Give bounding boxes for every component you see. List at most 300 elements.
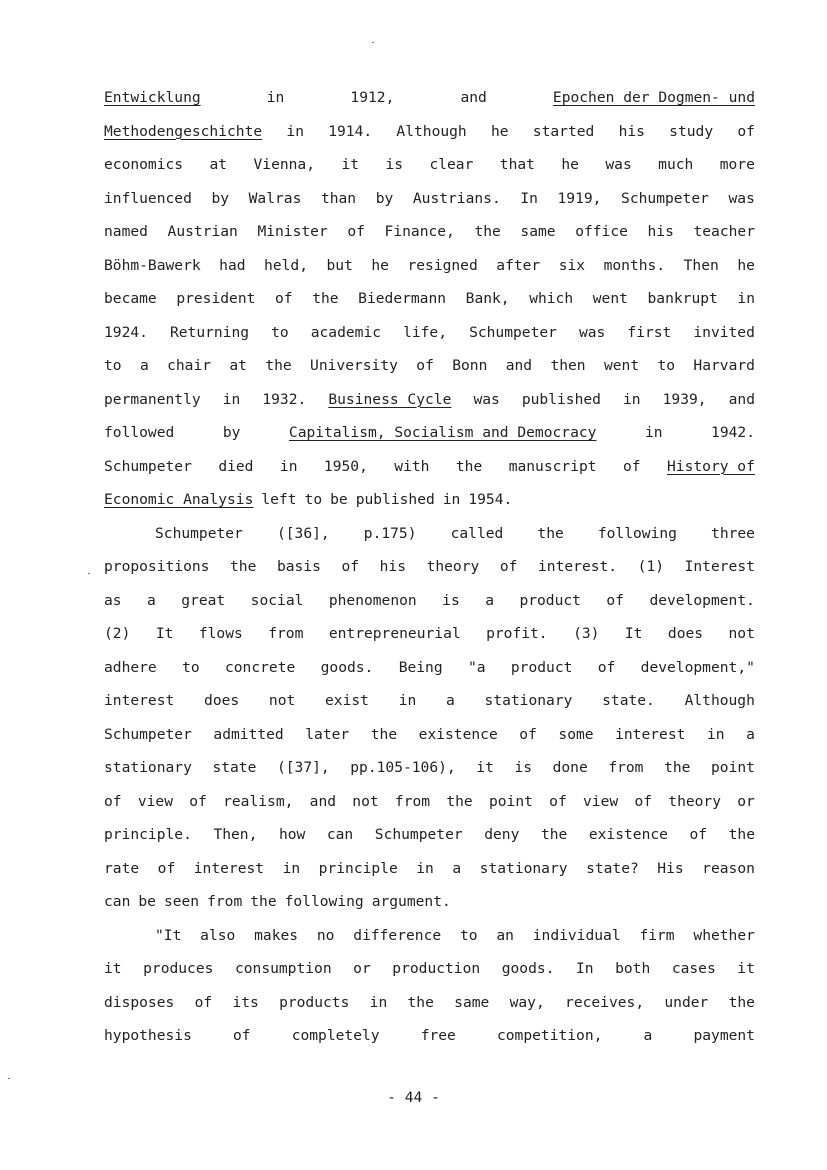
word: in bbox=[222, 390, 241, 408]
word: rate bbox=[104, 859, 140, 877]
word: his bbox=[647, 223, 674, 240]
word: the bbox=[664, 759, 691, 776]
word: resigned bbox=[407, 256, 478, 274]
word: office bbox=[575, 223, 628, 240]
word: is bbox=[442, 591, 460, 609]
word: left bbox=[261, 491, 297, 508]
word: it bbox=[737, 960, 755, 977]
word: of bbox=[275, 290, 293, 307]
word: His bbox=[657, 859, 684, 877]
word: It bbox=[624, 625, 643, 642]
word: clear bbox=[429, 156, 474, 173]
word: published bbox=[521, 390, 601, 408]
word: In bbox=[575, 960, 594, 977]
word: following bbox=[284, 893, 364, 910]
word: how bbox=[278, 826, 306, 843]
text-line bbox=[104, 957, 755, 981]
word: started bbox=[532, 122, 595, 140]
word: in bbox=[416, 859, 434, 877]
text-line bbox=[104, 555, 755, 579]
word: also bbox=[200, 926, 236, 944]
word: to bbox=[182, 658, 200, 676]
word: phenomenon bbox=[328, 591, 417, 609]
word: exist bbox=[325, 692, 369, 709]
word: the bbox=[728, 993, 755, 1011]
word: but bbox=[326, 256, 353, 274]
word: produces bbox=[143, 960, 214, 977]
text-line bbox=[104, 656, 755, 680]
word: as bbox=[104, 591, 122, 609]
word: Bank, bbox=[465, 290, 510, 307]
word: both bbox=[615, 960, 651, 977]
word: realism, bbox=[223, 792, 294, 810]
word: Then bbox=[683, 256, 719, 274]
word: interest bbox=[104, 692, 175, 709]
word: a bbox=[139, 357, 149, 374]
text-line bbox=[104, 488, 755, 512]
word: invited bbox=[693, 323, 755, 341]
word: and bbox=[460, 89, 487, 106]
word: great bbox=[181, 591, 226, 609]
word: Austrian bbox=[167, 223, 238, 240]
word: of bbox=[689, 826, 708, 843]
word: in bbox=[442, 491, 461, 508]
word: Schumpeter bbox=[104, 725, 192, 743]
word: Interest bbox=[684, 558, 755, 575]
word: ([37], bbox=[276, 759, 330, 776]
word: Harvard bbox=[693, 357, 755, 374]
word: view bbox=[583, 792, 619, 810]
word: propositions bbox=[104, 558, 210, 575]
word: Böhm-Bawerk bbox=[104, 256, 201, 274]
text-line bbox=[104, 589, 755, 613]
text-line bbox=[104, 756, 755, 780]
word: 1919, bbox=[557, 189, 602, 207]
word: was bbox=[473, 390, 500, 408]
word: concrete bbox=[224, 658, 296, 676]
word: to bbox=[459, 926, 478, 944]
page-number: - 44 - bbox=[387, 1089, 440, 1106]
text-line bbox=[155, 522, 755, 546]
word: social bbox=[250, 591, 304, 609]
text-line bbox=[104, 187, 755, 211]
text-line bbox=[104, 689, 755, 713]
word: influenced bbox=[104, 189, 192, 207]
word: free bbox=[420, 1027, 456, 1044]
word: held, bbox=[264, 256, 308, 274]
word: had bbox=[219, 256, 246, 274]
word: production bbox=[392, 960, 481, 977]
word: 1932. bbox=[262, 390, 307, 408]
word: the bbox=[370, 725, 398, 743]
word: teacher bbox=[693, 223, 755, 240]
word: of bbox=[549, 792, 567, 810]
word: the bbox=[265, 357, 292, 374]
word: of bbox=[737, 122, 755, 140]
word: in bbox=[369, 993, 388, 1011]
word: is bbox=[385, 156, 404, 173]
word: in bbox=[282, 859, 301, 877]
text-line bbox=[104, 354, 755, 378]
word: "It bbox=[155, 926, 182, 944]
text-line bbox=[104, 287, 755, 311]
word: which bbox=[529, 290, 574, 307]
text-line bbox=[104, 120, 755, 144]
word: p.175) bbox=[363, 524, 417, 542]
word: in bbox=[644, 424, 663, 441]
word: published bbox=[355, 491, 435, 508]
word: he bbox=[371, 256, 389, 274]
word: receives, bbox=[565, 993, 645, 1011]
word: in bbox=[737, 290, 755, 307]
word: of bbox=[519, 725, 537, 743]
word: profit. bbox=[486, 625, 548, 642]
word: Although bbox=[396, 122, 467, 140]
word: Schumpeter bbox=[469, 323, 557, 341]
text-line bbox=[104, 455, 755, 479]
word: be bbox=[138, 893, 156, 910]
text-line bbox=[104, 622, 755, 646]
word: principle. bbox=[104, 826, 192, 843]
word: does bbox=[667, 625, 704, 642]
word: followed bbox=[104, 424, 175, 441]
word: "a bbox=[467, 658, 486, 676]
word: of bbox=[233, 1027, 251, 1044]
word: no bbox=[316, 926, 335, 944]
word: of bbox=[194, 993, 213, 1011]
word: 1939, bbox=[662, 390, 707, 408]
word: products bbox=[279, 993, 350, 1011]
word: went bbox=[592, 290, 628, 307]
text-line bbox=[104, 421, 755, 445]
word: and bbox=[505, 357, 533, 374]
word: argument. bbox=[371, 893, 451, 910]
word: a bbox=[485, 591, 494, 609]
underlined-title: Entwicklung bbox=[104, 89, 201, 106]
word: 1954. bbox=[468, 491, 513, 508]
word: interest. bbox=[538, 558, 618, 575]
word: in bbox=[266, 89, 285, 106]
word: 1912, bbox=[350, 89, 395, 106]
word: academic bbox=[310, 323, 382, 341]
word: state bbox=[212, 759, 257, 776]
word: same bbox=[520, 223, 556, 240]
word: died bbox=[218, 457, 254, 475]
word: Walras bbox=[248, 189, 302, 207]
word: following bbox=[597, 524, 677, 542]
word: pp.105-106), bbox=[350, 759, 456, 776]
word: not bbox=[268, 692, 296, 709]
word: firm bbox=[639, 926, 675, 944]
word: he bbox=[561, 156, 579, 173]
word: he bbox=[490, 122, 509, 140]
word: of bbox=[341, 558, 360, 575]
word: 1924. bbox=[104, 323, 148, 341]
word: (1) bbox=[637, 558, 665, 575]
word: completely bbox=[291, 1027, 380, 1044]
word: disposes bbox=[104, 993, 175, 1011]
text-line bbox=[104, 823, 755, 847]
word: Biedermann bbox=[358, 290, 447, 307]
text-line bbox=[104, 857, 755, 881]
word: its bbox=[232, 993, 259, 1011]
word: of bbox=[634, 792, 653, 810]
word: it bbox=[476, 759, 494, 776]
underlined-title: Capitalism, Socialism and Democracy bbox=[288, 424, 597, 441]
word: first bbox=[627, 323, 672, 341]
word: Being bbox=[398, 658, 443, 676]
word: then bbox=[550, 357, 586, 374]
text-line bbox=[104, 790, 755, 814]
word: principle bbox=[318, 859, 398, 877]
word: that bbox=[499, 156, 535, 173]
text-line bbox=[104, 220, 755, 244]
word: under bbox=[664, 993, 709, 1011]
word: months. bbox=[603, 256, 666, 274]
text-line bbox=[104, 723, 755, 747]
word: be bbox=[330, 491, 348, 508]
word: It bbox=[155, 625, 174, 642]
word: was bbox=[578, 323, 606, 341]
word: whether bbox=[693, 926, 755, 944]
word: of bbox=[606, 591, 624, 609]
word: chair bbox=[167, 357, 212, 374]
word: to bbox=[271, 323, 289, 341]
word: the bbox=[407, 993, 434, 1011]
word: can bbox=[104, 893, 131, 910]
word: Returning bbox=[169, 323, 250, 341]
word: point bbox=[488, 792, 533, 810]
word: Schumpeter bbox=[104, 457, 192, 475]
word: existence bbox=[418, 725, 498, 743]
word: was bbox=[728, 189, 755, 207]
word: theory bbox=[426, 558, 480, 575]
underlined-title: History of bbox=[667, 457, 755, 475]
word: by bbox=[375, 189, 394, 207]
word: to bbox=[104, 357, 122, 374]
word: Although bbox=[684, 692, 755, 709]
word: flows bbox=[198, 625, 243, 642]
word: cases bbox=[671, 960, 716, 977]
word: the bbox=[728, 826, 755, 843]
word: in bbox=[706, 725, 725, 743]
word: bankrupt bbox=[647, 290, 718, 307]
word: from bbox=[207, 893, 243, 910]
text-line bbox=[104, 991, 755, 1015]
word: some bbox=[558, 725, 594, 743]
word: the bbox=[540, 826, 568, 843]
word: at bbox=[209, 156, 228, 173]
word: interest bbox=[615, 725, 686, 743]
word: president bbox=[176, 290, 256, 307]
word: at bbox=[229, 357, 247, 374]
text-line bbox=[104, 321, 755, 345]
word: ([36], bbox=[276, 524, 330, 542]
word: became bbox=[104, 290, 157, 307]
word: he bbox=[737, 256, 755, 274]
word: later bbox=[305, 725, 350, 743]
word: can bbox=[326, 826, 354, 843]
word: the bbox=[474, 223, 501, 240]
word: Then, bbox=[213, 826, 258, 843]
word: Minister bbox=[257, 223, 328, 240]
text-line bbox=[104, 86, 755, 110]
word: an bbox=[496, 926, 514, 944]
word: Schumpeter bbox=[155, 524, 243, 542]
word: Bonn bbox=[452, 357, 488, 374]
scan-speck bbox=[8, 1078, 10, 1079]
word: permanently bbox=[104, 390, 201, 408]
word: state? bbox=[586, 859, 639, 877]
word: seen bbox=[163, 893, 200, 910]
word: named bbox=[104, 223, 148, 240]
word: by bbox=[211, 189, 230, 207]
word: the bbox=[537, 524, 564, 542]
scan-speck bbox=[88, 573, 90, 574]
word: Austrians. bbox=[412, 189, 501, 207]
word: individual bbox=[532, 926, 621, 944]
word: of bbox=[416, 357, 434, 374]
word: life, bbox=[403, 323, 448, 341]
word: a bbox=[452, 859, 462, 877]
word: and bbox=[728, 390, 755, 408]
word: competition, bbox=[496, 1027, 603, 1044]
word: to bbox=[304, 491, 323, 508]
word: theory bbox=[668, 792, 721, 810]
word: Schumpeter bbox=[621, 189, 709, 207]
word: went bbox=[603, 357, 640, 374]
word: entrepreneurial bbox=[328, 625, 461, 642]
word: of bbox=[157, 859, 176, 877]
word: the bbox=[250, 893, 277, 910]
word: than bbox=[320, 189, 357, 207]
word: his bbox=[379, 558, 406, 575]
word: product bbox=[510, 658, 573, 676]
word: reason bbox=[702, 859, 755, 877]
word: the bbox=[230, 558, 257, 575]
word: view bbox=[137, 792, 173, 810]
word: goods. bbox=[320, 658, 374, 676]
word: study bbox=[669, 122, 714, 140]
word: product bbox=[519, 591, 581, 609]
word: interest bbox=[193, 859, 265, 877]
word: not bbox=[352, 792, 379, 810]
word: 1942. bbox=[711, 424, 755, 441]
text-line bbox=[104, 890, 755, 914]
word: makes bbox=[254, 926, 299, 944]
text-line bbox=[155, 924, 755, 948]
word: called bbox=[450, 524, 504, 542]
word: Schumpeter bbox=[374, 826, 463, 843]
word: more bbox=[719, 156, 755, 173]
word: a bbox=[746, 725, 755, 743]
word: the bbox=[446, 792, 473, 810]
word: in bbox=[623, 390, 641, 408]
word: in bbox=[279, 457, 298, 475]
word: consumption bbox=[234, 960, 332, 977]
word: Vienna, bbox=[253, 156, 316, 173]
word: way, bbox=[509, 993, 545, 1011]
word: does bbox=[204, 692, 240, 709]
word: from bbox=[268, 625, 304, 642]
word: from bbox=[608, 759, 644, 776]
word: his bbox=[618, 122, 645, 140]
word: (3) bbox=[573, 625, 600, 642]
scan-speck bbox=[372, 42, 374, 43]
word: Finance, bbox=[384, 223, 455, 240]
word: (2) bbox=[104, 625, 131, 642]
word: of bbox=[104, 792, 122, 810]
word: or bbox=[737, 792, 755, 810]
text-line bbox=[104, 388, 755, 412]
word: stationary bbox=[484, 692, 573, 709]
word: in bbox=[398, 692, 417, 709]
word: state. bbox=[602, 692, 655, 709]
word: six bbox=[558, 256, 586, 274]
word: manuscript bbox=[508, 457, 597, 475]
underlined-title: Economic Analysis bbox=[104, 491, 254, 508]
word: a bbox=[446, 692, 455, 709]
word: same bbox=[454, 993, 490, 1011]
word: basis bbox=[276, 558, 321, 575]
word: admitted bbox=[213, 725, 284, 743]
word: adhere bbox=[104, 658, 157, 676]
word: hypothesis bbox=[104, 1027, 192, 1044]
word: University bbox=[310, 357, 398, 374]
word: it bbox=[104, 960, 122, 977]
word: economics bbox=[104, 156, 184, 173]
word: the bbox=[455, 457, 483, 475]
word: or bbox=[353, 960, 371, 977]
word: a bbox=[147, 591, 156, 609]
word: difference bbox=[353, 926, 442, 944]
word: it bbox=[341, 156, 360, 173]
word: stationary bbox=[104, 759, 192, 776]
word: payment bbox=[693, 1027, 755, 1044]
text-line bbox=[104, 1024, 755, 1048]
word: of bbox=[499, 558, 518, 575]
word: and bbox=[309, 792, 337, 810]
word: of bbox=[347, 223, 365, 240]
word: three bbox=[711, 524, 755, 542]
underlined-title: Epochen der Dogmen- und bbox=[552, 89, 755, 106]
underlined-title: Business Cycle bbox=[328, 390, 452, 408]
word: of bbox=[189, 792, 207, 810]
text-line bbox=[104, 254, 755, 278]
word: is bbox=[514, 759, 533, 776]
word: goods. bbox=[501, 960, 555, 977]
word: stationary bbox=[479, 859, 568, 877]
word: much bbox=[658, 156, 694, 173]
word: of bbox=[623, 457, 641, 475]
word: done bbox=[552, 759, 588, 776]
word: a bbox=[643, 1027, 653, 1044]
word: of bbox=[597, 658, 616, 676]
word: In bbox=[520, 189, 538, 207]
text-line bbox=[104, 153, 755, 177]
word: existence bbox=[588, 826, 668, 843]
word: the bbox=[312, 290, 339, 307]
word: was bbox=[605, 156, 632, 173]
word: 1950, bbox=[323, 457, 368, 475]
word: after bbox=[496, 256, 541, 274]
word: from bbox=[394, 792, 431, 810]
word: point bbox=[711, 759, 755, 776]
word: 1914. bbox=[328, 122, 373, 140]
word: deny bbox=[484, 826, 520, 843]
underlined-title: Methodengeschichte bbox=[104, 122, 263, 140]
word: in bbox=[286, 122, 304, 140]
